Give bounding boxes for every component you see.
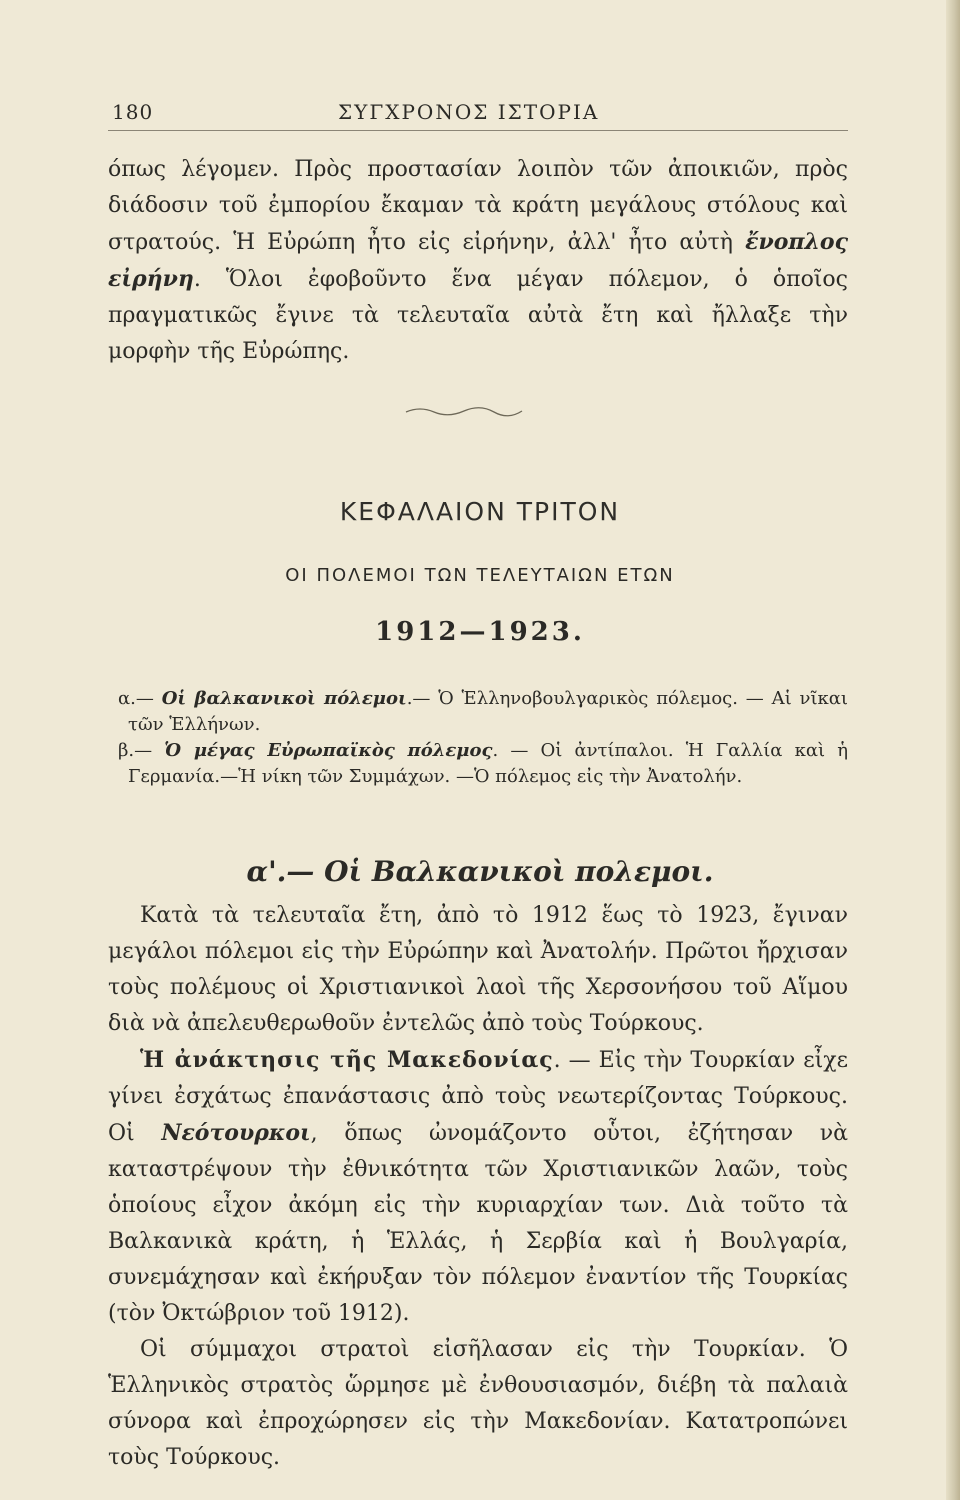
header-rule [108,130,848,131]
summary-item-a [118,686,848,738]
summary-item-title: Ὁ μέγας Εὐρωπαϊκὸς πόλεμος [164,740,493,761]
main-emphasis: Νεότουρκοι [161,1120,311,1146]
main-paragraph-2 [108,1042,848,1332]
summary-item-text: . — Οἱ ἀντίπαλοι. Ἡ Γαλλία καὶ ἡ Γερμανία.—Ἡ νίκη τῶν Συμμάχων. —Ὁ πόλεμος εἰς τὴν Ἀνατολήν. [128,740,848,787]
summary-marker: α.— [118,688,162,709]
chapter-years: 1912—1923. [375,617,585,647]
summary-item-text: .— Ὁ Ἑλληνοβουλγαρικὸς πόλεμος. — Αἱ νῖκαι τῶν Ἑλλήνων. [128,688,848,735]
intro-text-part: . Ὅλοι ἐφοβοῦντο ἕνα μέγαν πόλεμον, ὁ ὁποῖος πραγματικῶς ἔγινε τὰ τελευταῖα αὐτὰ ἔτη καὶ ἤλλαξε τὴν μορφὴν τῆς Εὐρώπης. [108,267,848,364]
main-paragraph-1: Κατὰ τὰ τελευταῖα ἔτη, ἀπὸ τὸ 1912 ἕως τὸ 1923, ἔγιναν μεγάλοι πόλεμοι εἰς τὴν Εὐρώπην καὶ Ἀνατολήν. Πρῶτοι ἤρχισαν τοὺς πολέμους οἱ Χριστιανικοὶ λαοὶ τῆς Χερσονήσου τοῦ Αἵμου διὰ νὰ ἀπελευθερωθοῦν ἐντελῶς ἀπὸ τοὺς Τούρκους. [108,903,848,1036]
section-heading: α'.— Οἱ Βαλκανικοὶ πολεμοι. [246,855,714,888]
chapter-subtitle: ΟΙ ΠΟΛΕΜΟΙ ΤΩΝ ΤΕΛΕΥΤΑΙΩΝ ΕΤΩΝ [285,565,675,586]
intro-emphasis: ἔνοπλος εἰρήνη [108,229,848,292]
intro-paragraph [108,152,848,370]
running-header [108,92,848,132]
main-paragraph-3: Οἱ σύμμαχοι στρατοὶ εἰσῆλασαν εἰς τὴν Τουρκίαν. Ὁ Ἑλληνικὸς στρατὸς ὥρμησε μὲ ἐνθουσιασμόν, διέβη τὰ παλαιὰ σύνορα καὶ ἐπροχώρησεν εἰς τὴν Μακεδονίαν. Κατατροπώνει τοὺς Τούρκους. [108,1337,848,1470]
intro-text-part: όπως λέγομεν. Πρὸς προστασίαν λοιπὸν τῶν ἀποικιῶν, πρὸς διάδοσιν τοῦ ἐμπορίου ἔκαμαν τὰ κράτη μεγάλους στόλους καὶ στρατούς. Ἡ Εὐρώπη ἦτο εἰς εἰρήνην, ἀλλ' ἦτο αὐτὴ [108,157,848,255]
subsection-title: Ἡ ἀνάκτησις τῆς Μακεδονίας [140,1047,554,1073]
main-text-part: , ὅπως ὠνομάζοντο οὗτοι, ἐζήτησαν νὰ καταστρέψουν τὴν ἐθνικότητα τῶν Χριστιανικῶν λαῶν, τοὺς ὁποίους εἶχον ἀκόμη εἰς τὴν κυριαρχίαν των. Διὰ τοῦτο τὰ Βαλκανικὰ κράτη, ἡ Ἑλλάς, ἡ Σερβία καὶ ἡ Βουλγαρία, συνεμάχησαν καὶ ἐκήρυξαν τὸν πόλεμον ἐναντίον τῆς Τουρκίας (τὸν Ὀκτώβριον τοῦ 1912). [108,1121,848,1326]
summary-marker: β.— [118,740,165,761]
page-edge-shadow [946,0,960,1500]
running-title: ΣΥΓΧΡΟΝΟΣ ΙΣΤΟΡΙΑ [338,100,600,124]
main-text [108,898,848,1476]
intro-text [108,152,848,370]
main-text-part: . — Εἰς τὴν Τουρκίαν εἶχε γίνει ἐσχάτως ἐπανάστασις ἀπὸ τοὺς νεωτερίζοντας Τούρκους. Οἱ [108,1048,848,1146]
section-divider-ornament [404,404,524,418]
page-number: 180 [112,100,154,124]
summary-item-b [118,738,848,790]
chapter-title: ΚΕΦΑΛΑΙΟΝ ΤΡΙΤΟΝ [339,497,621,526]
chapter-summary [118,686,848,790]
summary-item-title: Οἱ βαλκανικοὶ πόλεμοι [161,688,407,709]
